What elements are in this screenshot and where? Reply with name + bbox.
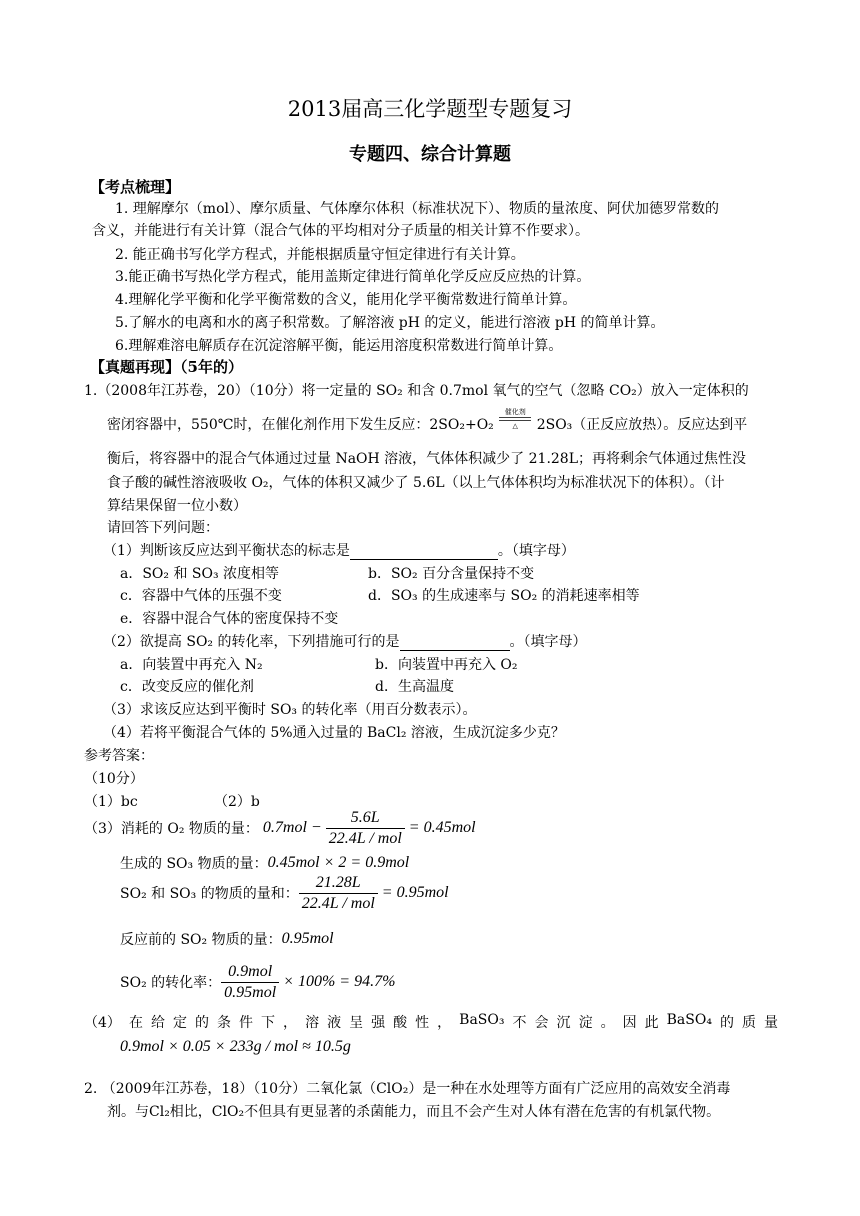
kaodian-item: 2. 能正确书写化学方程式，并能根据质量守恒定律进行有关计算。 xyxy=(115,247,525,263)
question-1-part-2: （2）欲提高 SO₂ 的转化率，下列措施可行的是 。（填字母） xyxy=(103,634,587,650)
answer-label: 参考答案： xyxy=(84,748,154,764)
option-item: d．生高温度 xyxy=(375,679,454,695)
option-item: a．SO₂ 和 SO₃ 浓度相等 xyxy=(120,566,280,582)
option-item: c．改变反应的催化剂 xyxy=(120,679,254,695)
fraction: $\frac{21.28L}{\text{22.4L / mol}}$ xyxy=(299,873,378,914)
answer-part-4: （4） 在 给 定 的 条 件 下 ， 溶 液 呈 强 酸 性 ， BaSO₃ 不 会 沉 淀 。 因 此 BaSO₄ 的 质 量 xyxy=(84,1012,778,1031)
answer-part-1: （1）bc xyxy=(84,794,138,810)
question-1-line: 算结果保留一位小数） xyxy=(107,498,247,514)
question-1-line: 1.（2008年江苏卷，20）（10分）将一定量的 SO₂ 和含 0.7mol 氧气的空气（忽略 CO₂）放入一定体积的 xyxy=(84,383,749,399)
option-item: e．容器中混合气体的密度保持不变 xyxy=(120,611,339,627)
question-1-part-4: （4）若将平衡混合气体的 5%通入过量的 BaCl₂ 溶液，生成沉淀多少克？ xyxy=(103,725,565,741)
fraction: $\frac{\text{0.9mol}}{\text{0.95mol}}$ xyxy=(221,962,279,1003)
kaodian-item: 1. 理解摩尔（mol）、摩尔质量、气体摩尔体积（标准状况下）、物质的量浓度、阿伏加德罗常数的 xyxy=(115,201,719,217)
answer-so2-so3-sum: SO₂ 和 SO₃ 的物质的量和： $\frac{21.28L}{\text{22.4L / mol}}$ = 0.95mol xyxy=(120,873,449,912)
answer-part-2: （2）b xyxy=(214,794,260,810)
page-title: 2013届高三化学题型专题复习 xyxy=(287,97,573,121)
answer-blank xyxy=(400,634,510,651)
question-2-line: 2. （2009年江苏卷，18）（10分）二氧化氯（ClO₂）是一种在水处理等方面有广泛应用的高效安全消毒 xyxy=(84,1081,731,1097)
question-1-part-3: （3）求该反应达到平衡时 SO₃ 的转化率（用百分数表示）。 xyxy=(103,702,477,718)
kaodian-item: 3.能正确书写热化学方程式，能用盖斯定律进行简单化学反应反应热的计算。 xyxy=(115,269,591,285)
option-item: b．SO₂ 百分含量保持不变 xyxy=(368,566,535,582)
answer-part-3-o2: （3）消耗的 O₂ 物质的量： 0.7mol − $\frac{5.6L}{\text{22.4L / mol}}$ = 0.45mol xyxy=(84,808,476,847)
answer-initial-so2: 反应前的 SO₂ 物质的量： 0.95mol xyxy=(120,930,334,948)
option-item: d．SO₃ 的生成速率与 SO₂ 的消耗速率相等 xyxy=(368,588,640,604)
section-heading-kaodian: 【考点梳理】 xyxy=(90,178,181,196)
kaodian-item: 4.理解化学平衡和化学平衡常数的含义，能用化学平衡常数进行简单计算。 xyxy=(115,292,577,308)
option-item: a．向装置中再充入 N₂ xyxy=(120,657,263,673)
question-1-reaction-line: 密闭容器中，550℃时，在催化剂作用下发生反应：2SO₂+O₂ 催化剂 △ 2SO₃（正反应放热）。反应达到平 xyxy=(107,408,748,433)
answer-so3-amount: 生成的 SO₃ 物质的量： 0.45mol × 2 = 0.9mol xyxy=(120,854,410,872)
catalyst-arrow: 催化剂 △ xyxy=(498,408,532,430)
answer-part-4-expression: 0.9mol × 0.05 × 233g / mol ≈ 10.5g xyxy=(120,1038,351,1055)
question-1-part-1: （1）判断该反应达到平衡状态的标志是 。（填字母） xyxy=(103,543,575,559)
answer-score: （10分） xyxy=(84,771,144,787)
section-heading-zhenti: 【真题再现】（5年的） xyxy=(90,358,243,376)
page-subtitle: 专题四、综合计算题 xyxy=(349,144,511,165)
question-1-line: 食子酸的碱性溶液吸收 O₂，气体的体积又减少了 5.6L（以上气体体积均为标准状况下的体积）。（计 xyxy=(107,475,725,491)
answer-conversion-rate: SO₂ 的转化率： $\frac{\text{0.9mol}}{\text{0.95mol}}$ × 100% = 94.7% xyxy=(120,962,396,1001)
question-1-line: 衡后，将容器中的混合气体通过过量 NaOH 溶液，气体体积减少了 21.28L；再将剩余气体通过焦性没 xyxy=(107,451,747,467)
option-item: b．向装置中再充入 O₂ xyxy=(375,657,518,673)
answer-blank xyxy=(350,543,498,560)
option-item: c．容器中气体的压强不变 xyxy=(120,588,282,604)
question-2-line: 剂。与Cl₂相比，ClO₂不但具有更显著的杀菌能力，而且不会产生对人体有潜在危害的有机氯代物。 xyxy=(107,1104,721,1120)
kaodian-item: 含义，并能进行有关计算（混合气体的平均相对分子质量的相关计算不作要求）。 xyxy=(92,223,589,239)
kaodian-item: 6.理解难溶电解质存在沉淀溶解平衡，能运用溶度积常数进行简单计算。 xyxy=(115,338,563,354)
fraction: $\frac{5.6L}{\text{22.4L / mol}}$ xyxy=(326,808,405,849)
kaodian-item: 5.了解水的电离和水的离子积常数。了解溶液 pH 的定义，能进行溶液 pH 的简单计算。 xyxy=(115,315,665,331)
question-1-prompt: 请回答下列问题： xyxy=(107,520,219,536)
